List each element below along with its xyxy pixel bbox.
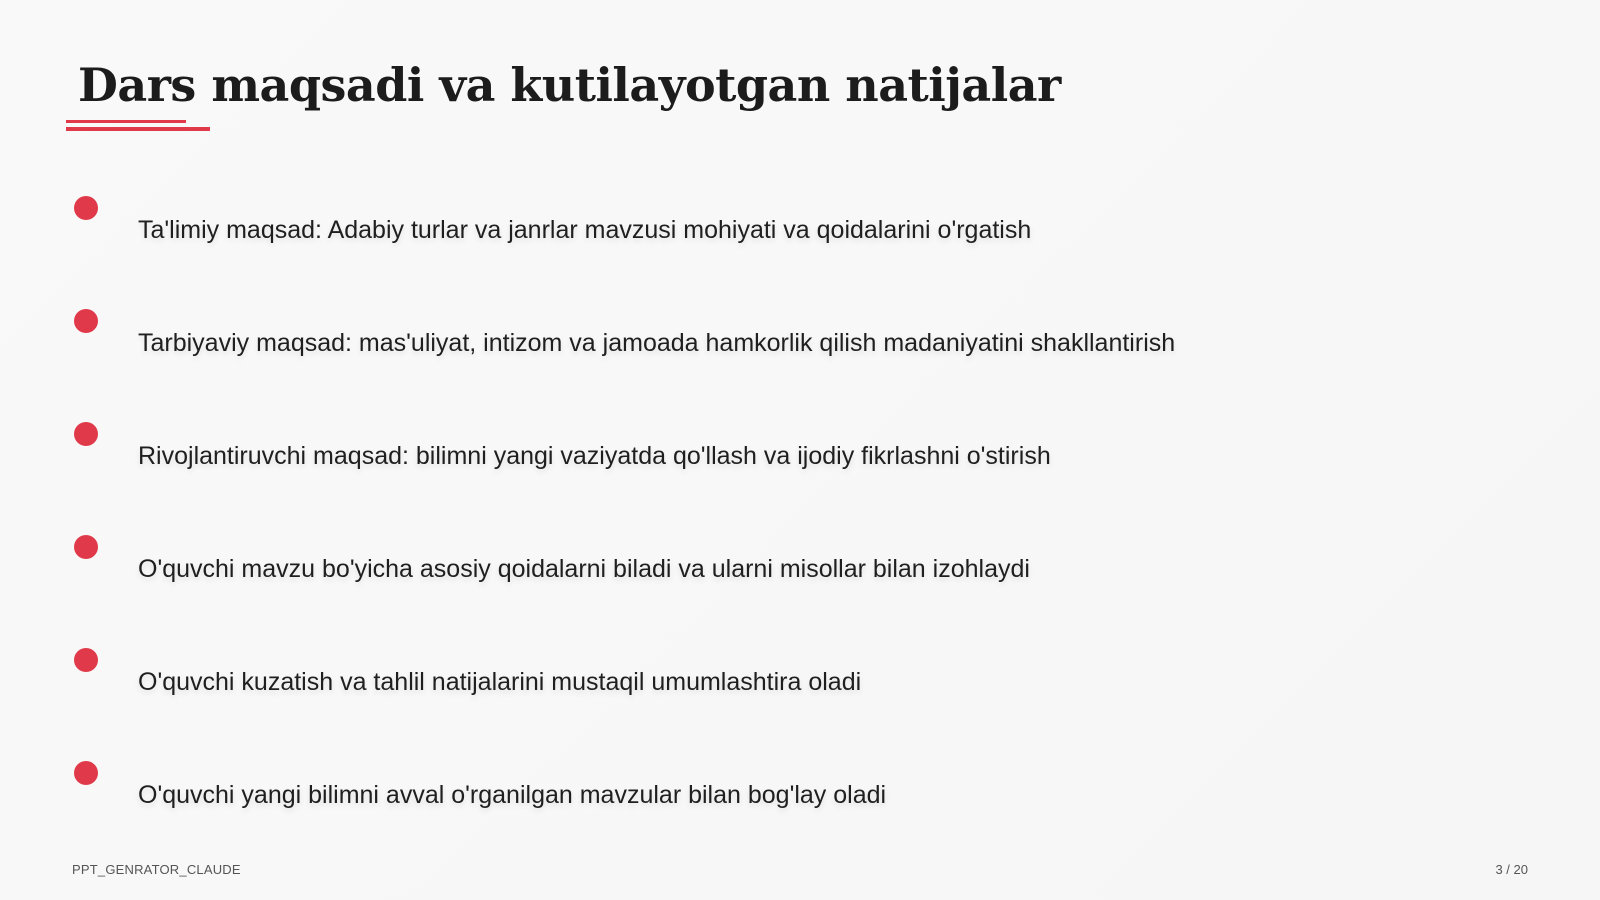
title-underline-short (66, 120, 186, 123)
slide-title: Dars maqsadi va kutilayotgan natijalar (78, 58, 1061, 112)
bullet-dot-icon (74, 196, 98, 220)
bullet-dot-icon (74, 761, 98, 785)
bullet-dot-icon (74, 648, 98, 672)
bullet-text: O'quvchi yangi bilimni avval o'rganilgan mavzular bilan bog'lay oladi (138, 781, 887, 809)
bullet-text: Ta'limiy maqsad: Adabiy turlar va janrlar mavzusi mohiyati va qoidalarini o'rgatish (138, 216, 1032, 244)
bullet-text: O'quvchi kuzatish va tahlil natijalarini mustaqil umumlashtira oladi (138, 668, 862, 696)
bullet-item (0, 196, 1500, 256)
bullet-item (0, 648, 1500, 708)
bullet-text: Rivojlantiruvchi maqsad: bilimni yangi vaziyatda qo'llash va ijodiy fikrlashni o'stirish (138, 442, 1051, 470)
title-underline-long (66, 127, 210, 131)
bullet-text: O'quvchi mavzu bo'yicha asosiy qoidalarni biladi va ularni misollar bilan izohlaydi (138, 555, 1030, 583)
title-underline (66, 120, 210, 132)
bullet-item (0, 422, 1500, 482)
bullet-item (0, 535, 1500, 595)
footer-brand: PPT_GENRATOR_CLAUDE (72, 862, 241, 877)
bullet-dot-icon (74, 535, 98, 559)
bullet-dot-icon (74, 309, 98, 333)
page-indicator: 3 / 20 (1495, 862, 1528, 877)
bullet-text: Tarbiyaviy maqsad: mas'uliyat, intizom va jamoada hamkorlik qilish madaniyatini shakllantirish (138, 329, 1176, 357)
bullet-item (0, 309, 1500, 369)
bullet-dot-icon (74, 422, 98, 446)
bullet-item (0, 761, 1500, 821)
